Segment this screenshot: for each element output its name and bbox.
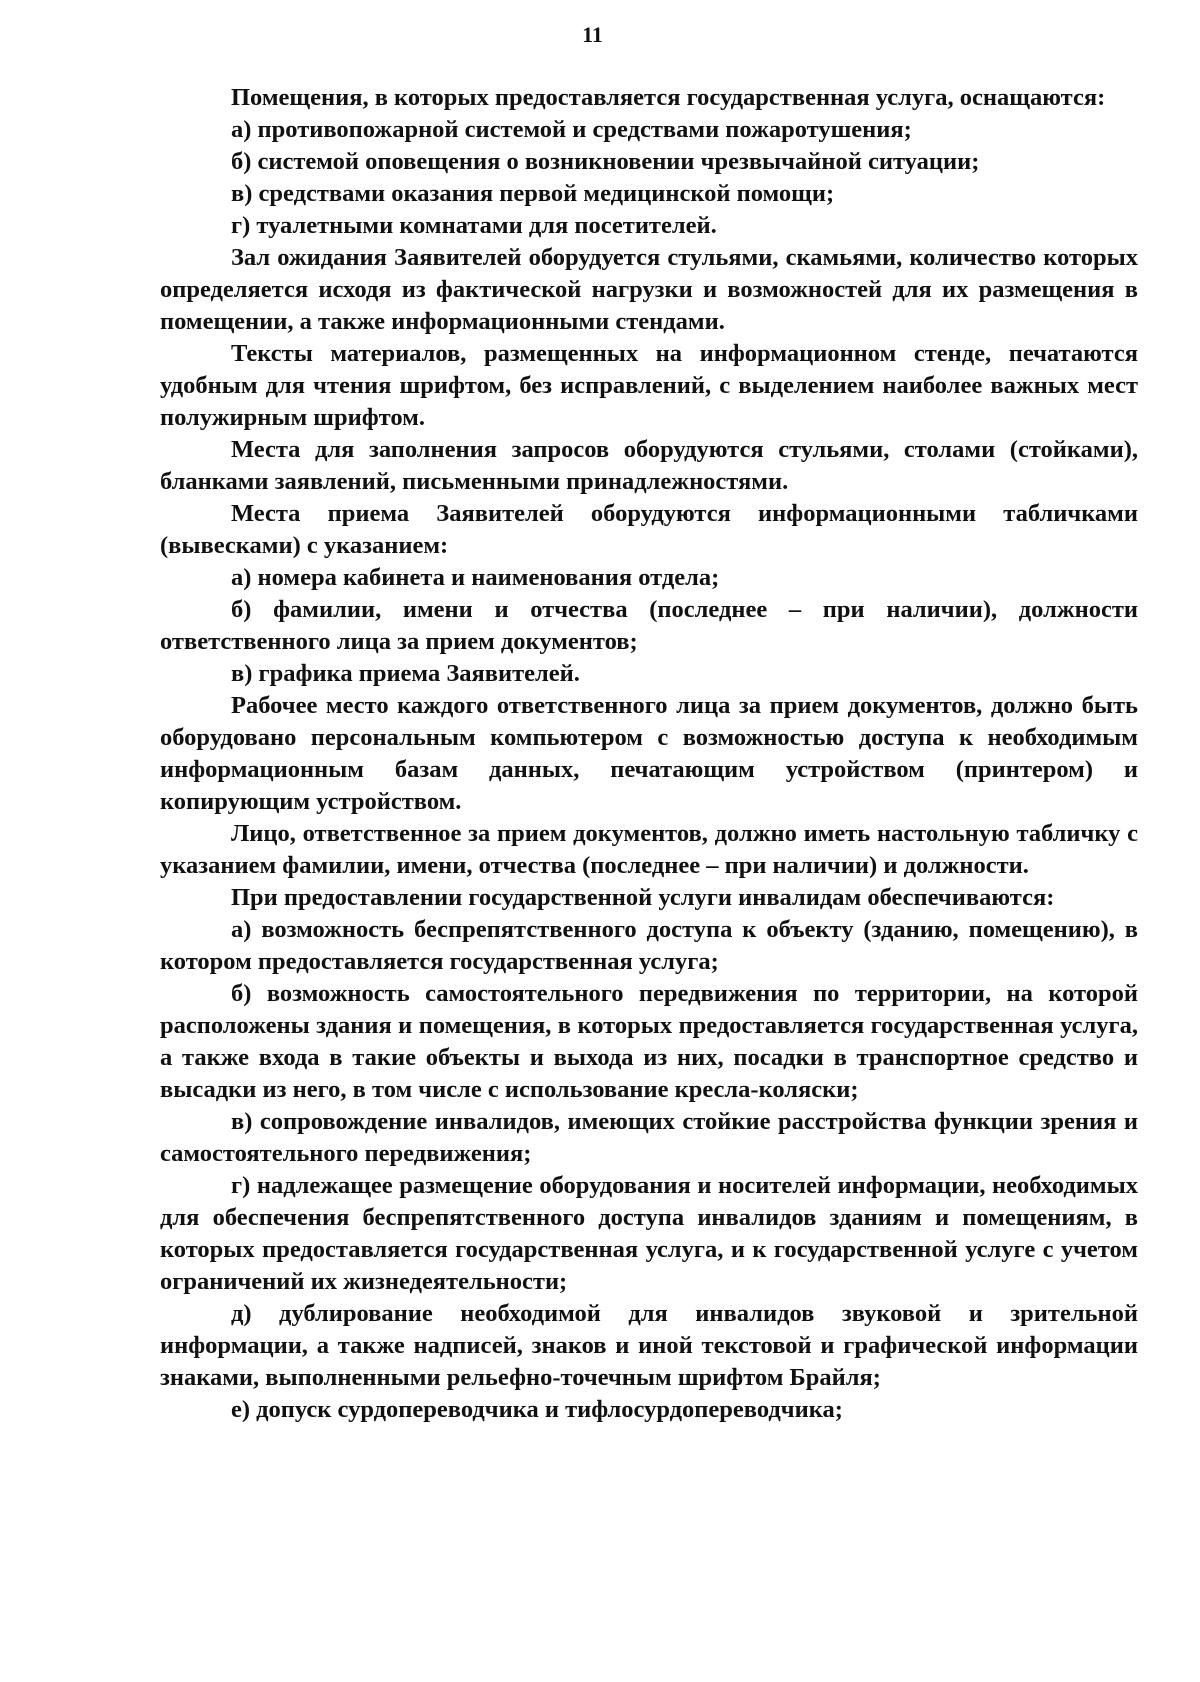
paragraph-request-places: Места для заполнения запросов оборудуются стульями, столами (стойками), бланками заявлений, письменными принадлежностями. bbox=[160, 436, 1138, 495]
paragraph-name-plate: Лицо, ответственное за прием документов, должно иметь настольную табличку с указанием фамилии, имени, отчества (последнее – при наличии) и должности. bbox=[160, 820, 1138, 879]
list-item-emergency-alert: б) системой оповещения о возникновении чрезвычайной ситуации; bbox=[231, 148, 980, 175]
list-item-independent-movement: б) возможность самостоятельного передвижения по территории, на которой расположены здания и помещения, в которых предоставляется государственная услуга, а также входа в такие объекты и выхода из них, посадки в транспортное средство и высадки из него, в том числе с использование кресла-коляски; bbox=[160, 980, 1138, 1103]
list-item-first-aid: в) средствами оказания первой медицинской помощи; bbox=[231, 180, 835, 207]
list-item-interpreter: е) допуск сурдопереводчика и тифлосурдопереводчика; bbox=[231, 1396, 843, 1423]
paragraph-stand-texts: Тексты материалов, размещенных на информационном стенде, печатаются удобным для чтения шрифтом, без исправлений, с выделением наиболее важных мест полужирным шрифтом. bbox=[160, 340, 1138, 431]
list-item-office-number: а) номера кабинета и наименования отдела; bbox=[231, 564, 720, 591]
list-item-braille: д) дублирование необходимой для инвалидов звуковой и зрительной информации, а также надписей, знаков и иной текстовой и графической информации знаками, выполненными рельефно-точечным шрифтом Брайля; bbox=[160, 1300, 1138, 1391]
paragraph-waiting-room: Зал ожидания Заявителей оборудуется стульями, скамьями, количество которых определяется исходя из фактической нагрузки и возможностей для их размещения в помещении, а также информационными стендами. bbox=[160, 244, 1138, 335]
list-item-fire-system: а) противопожарной системой и средствами пожаротушения; bbox=[231, 116, 912, 143]
document-body bbox=[160, 82, 1138, 1426]
list-item-schedule: в) графика приема Заявителей. bbox=[231, 660, 580, 687]
paragraph-workplace: Рабочее место каждого ответственного лица за прием документов, должно быть оборудовано персональным компьютером с возможностью доступа к необходимым информационным базам данных, печатающим устройством (принтером) и копирующим устройством. bbox=[160, 692, 1138, 815]
paragraph-premises-equipment: Помещения, в которых предоставляется государственная услуга, оснащаются: bbox=[231, 84, 1106, 111]
list-item-escort: в) сопровождение инвалидов, имеющих стойкие расстройства функции зрения и самостоятельного передвижения; bbox=[160, 1108, 1138, 1167]
list-item-responsible-name: б) фамилии, имени и отчества (последнее – при наличии), должности ответственного лица за прием документов; bbox=[160, 596, 1138, 655]
list-item-unobstructed-access: а) возможность беспрепятственного доступа к объекту (зданию, помещению), в котором предоставляется государственная услуга; bbox=[160, 916, 1138, 975]
paragraph-reception-signs: Места приема Заявителей оборудуются информационными табличками (вывесками) с указанием: bbox=[160, 500, 1138, 559]
list-item-restrooms: г) туалетными комнатами для посетителей. bbox=[231, 212, 717, 239]
list-item-equipment-placement: г) надлежащее размещение оборудования и носителей информации, необходимых для обеспечения беспрепятственного доступа инвалидов зданиям и помещениям, в которых предоставляется государственная услуга, и к государственной услуге с учетом ограничений их жизнедеятельности; bbox=[160, 1172, 1138, 1295]
page-number: 11 bbox=[582, 22, 603, 47]
paragraph-disabled-access: При предоставлении государственной услуги инвалидам обеспечиваются: bbox=[231, 884, 1055, 911]
